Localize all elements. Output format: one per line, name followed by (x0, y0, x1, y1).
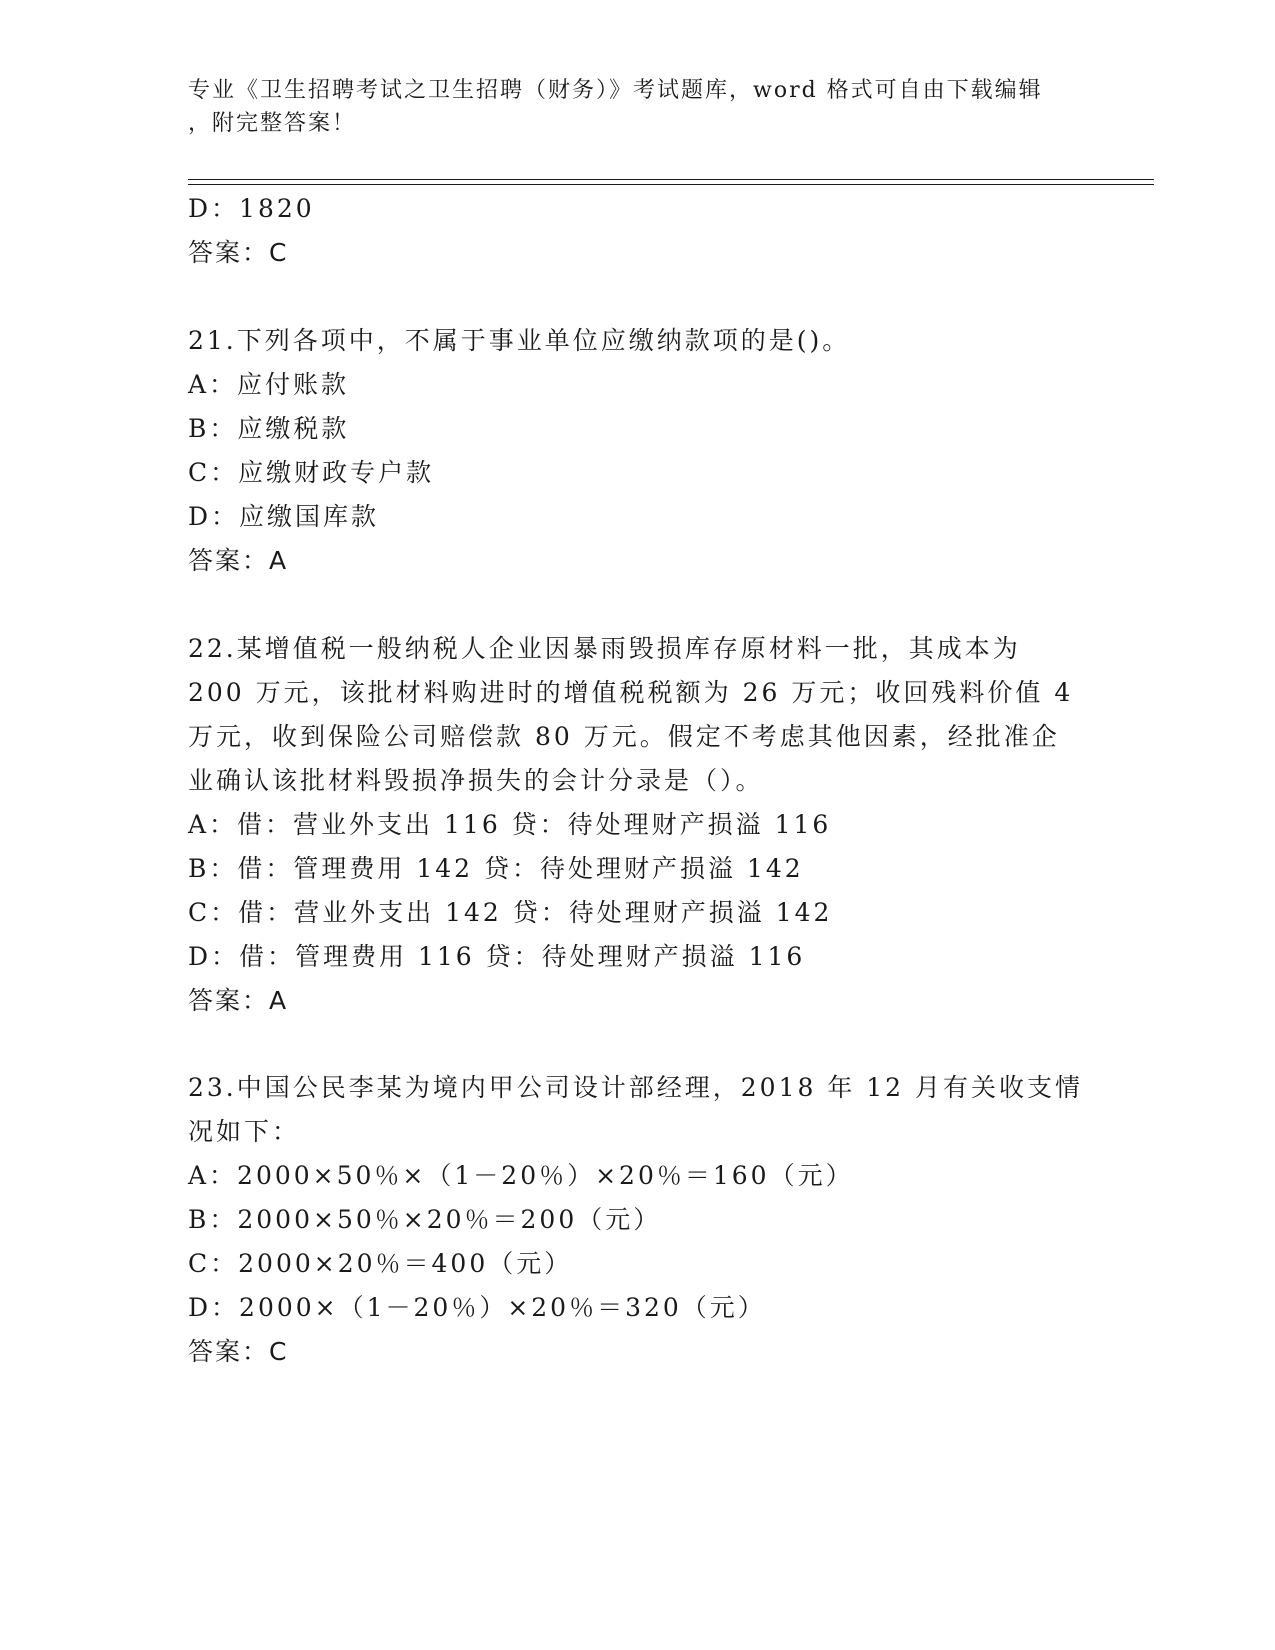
document-header (188, 74, 1088, 140)
q20-answer: 答案：C (188, 238, 289, 267)
q23-option-d: D：2000×（1－20％）×20％＝320（元） (188, 1293, 766, 1322)
q23-stem-line-1: 23.中国公民李某为境内甲公司设计部经理，2018 年 12 月有关收支情 (188, 1073, 1084, 1102)
q22-stem-line-1: 22.某增值税一般纳税人企业因暴雨毁损库存原材料一批，其成本为 (188, 634, 1021, 663)
q23-stem-line-2: 况如下： (188, 1117, 301, 1146)
q22-option-b: B：借：管理费用 142 贷：待处理财产损溢 142 (188, 854, 804, 883)
q20-option-d: D：1820 (188, 194, 315, 223)
q22-option-c: C：借：营业外支出 142 贷：待处理财产损溢 142 (188, 898, 833, 927)
q21-option-c: C：应缴财政专户款 (188, 458, 435, 487)
header-divider-bottom (188, 184, 1154, 185)
header-divider-top (188, 179, 1154, 180)
q22-option-a: A：借：营业外支出 116 贷：待处理财产损溢 116 (188, 810, 832, 839)
header-line-2: ，附完整答案！ (188, 111, 357, 136)
q22-answer: 答案：A (188, 986, 289, 1015)
q21-option-b: B：应缴税款 (188, 414, 350, 443)
q21-stem: 21.下列各项中，不属于事业单位应缴纳款项的是()。 (188, 326, 851, 355)
q22-stem-line-3: 万元，收到保险公司赔偿款 80 万元。假定不考虑其他因素，经批准企 (188, 722, 1060, 751)
q22-stem-line-4: 业确认该批材料毁损净损失的会计分录是（）。 (188, 766, 764, 795)
q23-option-b: B：2000×50％×20％＝200（元） (188, 1205, 662, 1234)
q22-stem-line-2: 200 万元，该批材料购进时的增值税税额为 26 万元；收回残料价值 4 (188, 678, 1074, 707)
q21-option-d: D：应缴国库款 (188, 502, 380, 531)
q21-option-a: A：应付账款 (188, 370, 350, 399)
q22-option-d: D：借：管理费用 116 贷：待处理财产损溢 116 (188, 942, 806, 971)
q23-answer: 答案：C (188, 1337, 289, 1366)
q23-option-a: A：2000×50％×（1－20％）×20％＝160（元） (188, 1161, 854, 1190)
header-line-1: 专业《卫生招聘考试之卫生招聘（财务）》考试题库，word 格式可自由下载编辑 (188, 78, 1043, 103)
q23-option-c: C：2000×20％＝400（元） (188, 1249, 573, 1278)
q21-answer: 答案：A (188, 546, 289, 575)
